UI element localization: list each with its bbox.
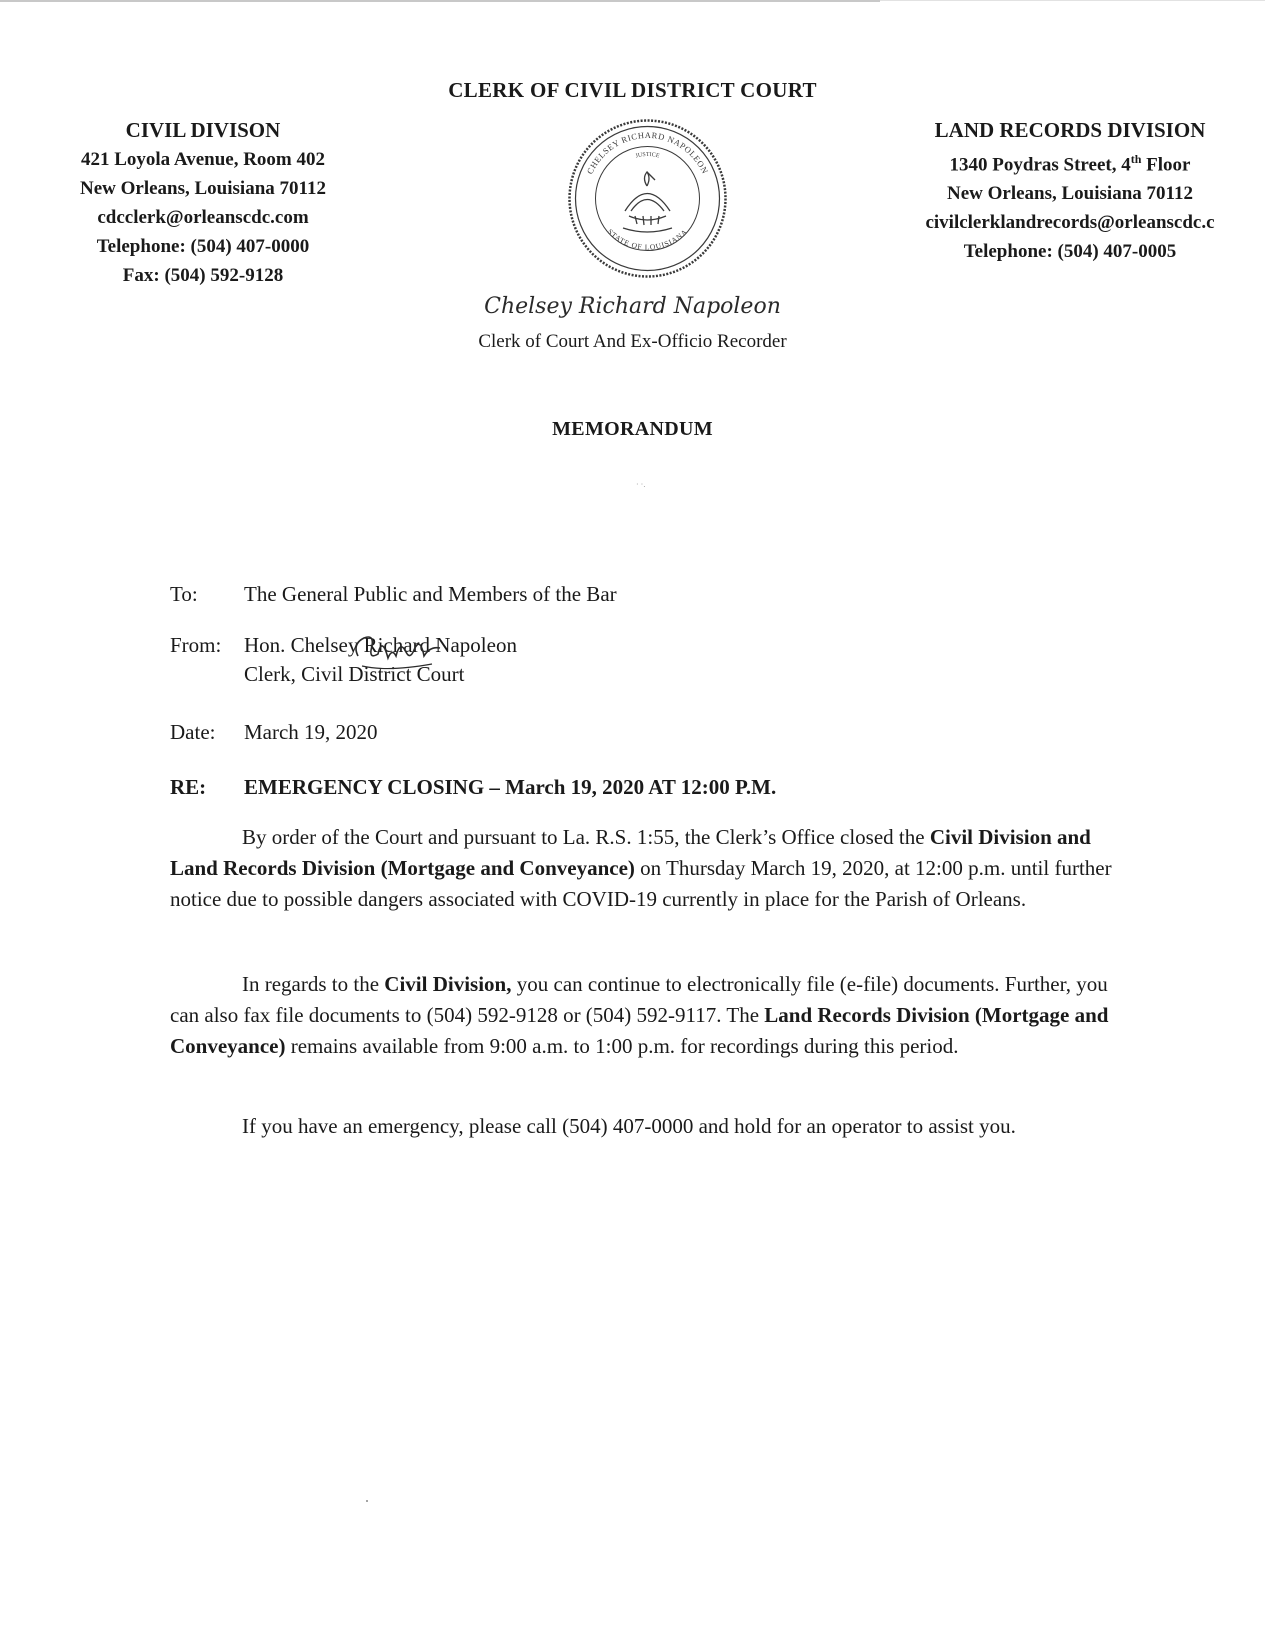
date-value: March 19, 2020 (244, 720, 378, 744)
to-value: The General Public and Members of the Bar (244, 582, 617, 606)
scan-specks: · ·. (636, 480, 646, 489)
seal-bottom-text: STATE OF LOUISIANA (605, 226, 690, 252)
svg-text:STATE OF LOUISIANA (606, 227, 690, 252)
seal-inner-text: JUSTICE (635, 151, 660, 160)
civil-division-heading: CIVIL DIVISON (125, 118, 281, 142)
re-line (170, 775, 776, 800)
seal-top-text: CHELSEY RICHARD NAPOLEON (584, 129, 711, 176)
land-records-telephone: Telephone: (504) 407-0005 (963, 241, 1177, 263)
from-title: Clerk, Civil District Court (244, 662, 465, 686)
clerk-title: Clerk of Court And Ex-Officio Recorder (478, 331, 787, 352)
to-label: To: (170, 582, 198, 606)
handwritten-initials-icon (348, 626, 468, 681)
re-label: RE: (170, 775, 207, 799)
svg-text:JUSTICE (635, 152, 660, 160)
scan-edge-line-faint (880, 0, 1265, 1)
paragraph-emergency-contact: If you have an emergency, please call (504) 407-0000 and hold for an operator to assist you. (242, 1114, 1016, 1138)
civil-division-block (38, 116, 368, 290)
scan-dot (366, 1500, 368, 1502)
re-value: EMERGENCY CLOSING – March 19, 2020 AT 12:00 P.M. (244, 775, 777, 799)
civil-division-fax: Fax: (504) 592-9128 (122, 265, 284, 286)
land-records-division-block (870, 116, 1265, 266)
civil-division-email: cdcclerk@orleanscdc.com (97, 207, 309, 228)
to-line (170, 582, 617, 607)
from-name: Hon. Chelsey Richard Napoleon (244, 633, 517, 657)
civil-division-address1: 421 Loyola Avenue, Room 402 (80, 149, 325, 170)
pelican-figure (623, 172, 672, 232)
land-records-address2: New Orleans, Louisiana 70112 (947, 183, 1193, 205)
memorandum-title: MEMORANDUM (552, 418, 713, 440)
land-records-address1: 1340 Poydras Street, 4th Floor (949, 152, 1191, 176)
louisiana-seal-icon (565, 116, 730, 281)
land-records-email: civilclerklandrecords@orleanscdc.c (925, 212, 1215, 234)
scan-edge-line (0, 0, 880, 2)
land-records-heading: LAND RECORDS DIVISION (934, 118, 1206, 142)
civil-division-telephone: Telephone: (504) 407-0000 (96, 236, 310, 257)
civil-division-address2: New Orleans, Louisiana 70112 (80, 178, 326, 199)
paragraph-filing-options: In regards to the Civil Division, you can continue to electronically file (e-file) documents. Further, you can also fax file documents to (504) 592-9128 or (504) 592-9117. The Land Records Division (Mortgage and Conveyance) remains available from 9:00 a.m. to 1:00 p.m. for recordings during this period. (170, 972, 1109, 1058)
from-label: From: (170, 633, 222, 657)
clerk-signature-name: Chelsey Richard Napoleon (484, 294, 781, 319)
court-title: CLERK OF CIVIL DISTRICT COURT (448, 78, 817, 102)
paragraph-closing-order: By order of the Court and pursuant to La. R.S. 1:55, the Clerk’s Office closed the Civil Division and Land Records Division (Mortgage and Conveyance) on Thursday March 19, 2020, at 12:00 p.m. until further notice due to possible dangers associated with COVID-19 currently in place for the Parish of Orleans. (170, 825, 1112, 911)
date-label: Date: (170, 720, 216, 744)
date-line (170, 720, 378, 745)
